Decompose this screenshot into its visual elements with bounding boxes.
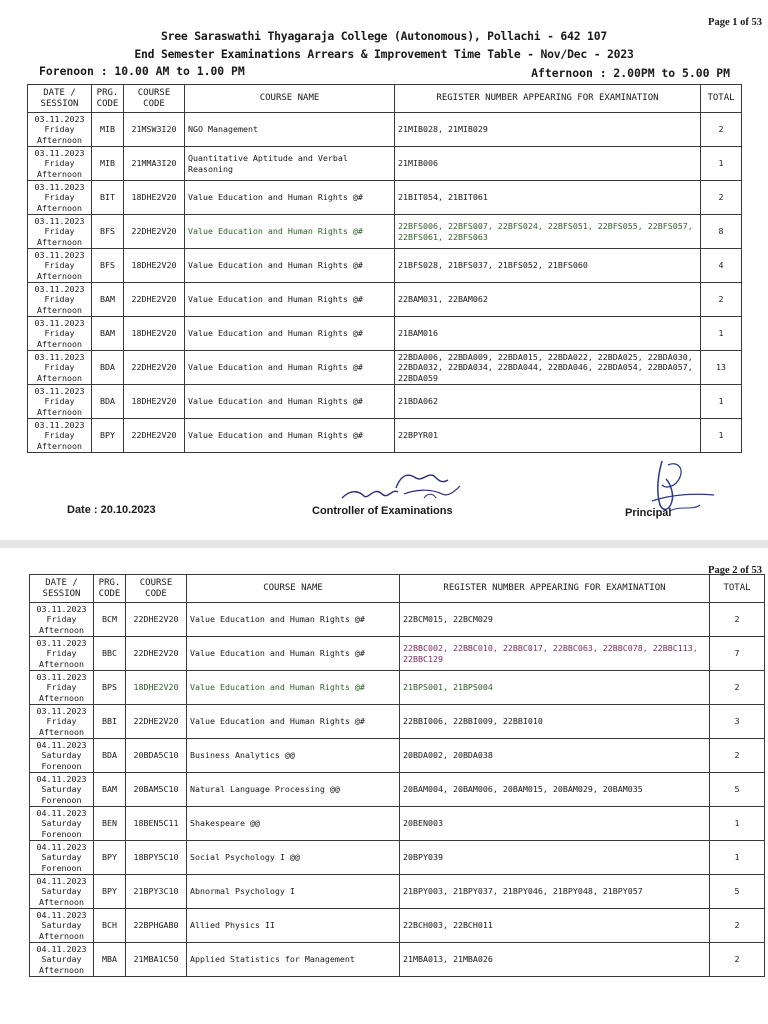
- table-row: [28, 249, 742, 283]
- register-numbers-cell: 21MIB028, 21MIB029: [395, 113, 701, 147]
- register-numbers-cell: 21BDA062: [395, 385, 701, 419]
- course-code-cell: 21MMA3I20: [124, 147, 185, 181]
- prg-code-cell: BCM: [94, 603, 126, 637]
- register-numbers-cell: 20BAM004, 20BAM006, 20BAM015, 20BAM029, 20BAM035: [400, 773, 710, 807]
- course-name-cell: Value Education and Human Rights @#: [185, 283, 395, 317]
- table-row: [28, 351, 742, 385]
- course-name-cell: Social Psychology I @@: [187, 841, 400, 875]
- total-cell: 8: [701, 215, 742, 249]
- course-code-cell: 20BDA5C10: [126, 739, 187, 773]
- controller-of-examinations-label: Controller of Examinations: [312, 505, 453, 517]
- total-cell: 1: [710, 841, 765, 875]
- register-numbers-cell: 22BDA006, 22BDA009, 22BDA015, 22BDA022, 22BDA025, 22BDA030, 22BDA032, 22BDA034, 22BDA044, 22BDA046, 22BDA054, 22BDA057, 22BDA059: [395, 351, 701, 385]
- prg-code-cell: BEN: [94, 807, 126, 841]
- total-cell: 7: [710, 637, 765, 671]
- course-code-cell: 18BEN5C11: [126, 807, 187, 841]
- register-numbers-cell: 22BBI006, 22BBI009, 22BBI010: [400, 705, 710, 739]
- prg-code-cell: BPY: [92, 419, 124, 453]
- table-row: [28, 385, 742, 419]
- prg-code-cell: MBA: [94, 943, 126, 977]
- total-cell: 5: [710, 875, 765, 909]
- forenoon-timing: Forenoon : 10.00 AM to 1.00 PM: [39, 64, 245, 78]
- register-numbers-cell: 21MBA013, 21MBA026: [400, 943, 710, 977]
- total-cell: 1: [701, 147, 742, 181]
- date-session-cell: 04.11.2023 Saturday Afternoon: [30, 943, 94, 977]
- course-name-cell: Value Education and Human Rights @#: [187, 671, 400, 705]
- table-row: [30, 705, 765, 739]
- date-session-cell: 04.11.2023 Saturday Forenoon: [30, 841, 94, 875]
- course-name-cell: Value Education and Human Rights @#: [185, 351, 395, 385]
- header-date-session: DATE / SESSION: [28, 85, 92, 113]
- course-name-cell: Value Education and Human Rights @#: [185, 249, 395, 283]
- course-code-cell: 22DHE2V20: [124, 215, 185, 249]
- header-course-name: COURSE NAME: [187, 575, 400, 603]
- register-numbers-cell: 20BPY039: [400, 841, 710, 875]
- table-row: [28, 419, 742, 453]
- course-code-cell: 18BPY5C10: [126, 841, 187, 875]
- register-numbers-cell: 21BIT054, 21BIT061: [395, 181, 701, 215]
- prg-code-cell: BBC: [94, 637, 126, 671]
- register-numbers-cell: 22BCM015, 22BCM029: [400, 603, 710, 637]
- date-session-cell: 04.11.2023 Saturday Forenoon: [30, 807, 94, 841]
- header-course-code: COURSE CODE: [126, 575, 187, 603]
- header-prg-code: PRG. CODE: [94, 575, 126, 603]
- register-numbers-text: 22BBC002, 22BBC010, 22BBC017, 22BBC063, 22BBC078, 22BBC113, 22BBC129: [403, 642, 698, 664]
- table-row: [28, 215, 742, 249]
- total-cell: 1: [701, 385, 742, 419]
- header-course-name: COURSE NAME: [185, 85, 395, 113]
- date-session-cell: 03.11.2023 Friday Afternoon: [28, 385, 92, 419]
- date-session-cell: 03.11.2023 Friday Afternoon: [28, 317, 92, 351]
- register-numbers-cell: 21BPS001, 21BPS004: [400, 671, 710, 705]
- total-cell: 1: [710, 807, 765, 841]
- register-numbers-cell: 21BFS028, 21BFS037, 21BFS052, 21BFS060: [395, 249, 701, 283]
- course-code-cell: 22DHE2V20: [124, 283, 185, 317]
- course-name-cell: Shakespeare @@: [187, 807, 400, 841]
- table-row: [28, 283, 742, 317]
- course-name-cell: Value Education and Human Rights @#: [187, 603, 400, 637]
- course-name-cell: Value Education and Human Rights @#: [185, 385, 395, 419]
- course-name-cell: Abnormal Psychology I: [187, 875, 400, 909]
- course-name-cell: Allied Physics II: [187, 909, 400, 943]
- date-session-cell: 03.11.2023 Friday Afternoon: [30, 671, 94, 705]
- prg-code-cell: BCH: [94, 909, 126, 943]
- total-cell: 2: [710, 943, 765, 977]
- course-name-cell: Value Education and Human Rights @#: [187, 637, 400, 671]
- date-session-cell: 03.11.2023 Friday Afternoon: [30, 705, 94, 739]
- timetable-page-2: [0, 548, 768, 1024]
- course-name-cell: Value Education and Human Rights @#: [187, 705, 400, 739]
- table-row: [28, 317, 742, 351]
- afternoon-timing: Afternoon : 2.00PM to 5.00 PM: [531, 66, 730, 80]
- table-header-row: [30, 575, 765, 603]
- college-title: Sree Saraswathi Thyagaraja College (Autonomous), Pollachi - 642 107: [160, 29, 608, 43]
- page-separator: [0, 540, 768, 548]
- register-numbers-cell: 20BDA002, 20BDA038: [400, 739, 710, 773]
- total-cell: 2: [701, 181, 742, 215]
- course-name-cell: Value Education and Human Rights @#: [185, 215, 395, 249]
- course-code-cell: 18DHE2V20: [126, 671, 187, 705]
- prg-code-cell: BBI: [94, 705, 126, 739]
- prg-code-cell: BAM: [94, 773, 126, 807]
- date-session-cell: 04.11.2023 Saturday Afternoon: [30, 875, 94, 909]
- total-cell: 3: [710, 705, 765, 739]
- total-cell: 2: [701, 113, 742, 147]
- table-row: [30, 739, 765, 773]
- prg-code-cell: BAM: [92, 283, 124, 317]
- date-session-cell: 03.11.2023 Friday Afternoon: [30, 603, 94, 637]
- timetable-subtitle: End Semester Examinations Arrears & Improvement Time Table - Nov/Dec - 2023: [134, 47, 634, 61]
- course-name-cell: Value Education and Human Rights @#: [185, 419, 395, 453]
- date-session-cell: 03.11.2023 Friday Afternoon: [28, 249, 92, 283]
- register-numbers-cell: 22BFS006, 22BFS007, 22BFS024, 22BFS051, 22BFS055, 22BFS057, 22BFS061, 22BFS063: [395, 215, 701, 249]
- total-cell: 2: [710, 603, 765, 637]
- course-name-cell: Value Education and Human Rights @#: [185, 181, 395, 215]
- course-code-cell: 22DHE2V20: [126, 637, 187, 671]
- table-row: [30, 943, 765, 977]
- table-row: [30, 807, 765, 841]
- total-cell: 1: [701, 419, 742, 453]
- register-numbers-cell: 21MIB006: [395, 147, 701, 181]
- total-cell: 13: [701, 351, 742, 385]
- register-numbers-cell: [400, 637, 710, 671]
- exam-timetable: [29, 574, 765, 977]
- header-course-code: COURSE CODE: [124, 85, 185, 113]
- date-session-cell: 03.11.2023 Friday Afternoon: [28, 351, 92, 385]
- course-code-cell: 22DHE2V20: [126, 705, 187, 739]
- total-cell: 5: [710, 773, 765, 807]
- date-session-cell: 04.11.2023 Saturday Forenoon: [30, 773, 94, 807]
- table-row: [28, 181, 742, 215]
- prg-code-cell: BPY: [94, 875, 126, 909]
- course-code-cell: 20BAM5C10: [126, 773, 187, 807]
- course-name-cell: Business Analytics @@: [187, 739, 400, 773]
- total-cell: 2: [710, 909, 765, 943]
- course-name-cell: Quantitative Aptitude and Verbal Reasoning: [185, 147, 395, 181]
- table-row: [30, 671, 765, 705]
- prg-code-cell: BPY: [94, 841, 126, 875]
- prg-code-cell: MIB: [92, 113, 124, 147]
- date-session-cell: 03.11.2023 Friday Afternoon: [28, 147, 92, 181]
- course-name-cell: Natural Language Processing @@: [187, 773, 400, 807]
- total-cell: 2: [710, 671, 765, 705]
- course-code-cell: 18DHE2V20: [124, 317, 185, 351]
- exam-timetable: [27, 84, 742, 453]
- register-numbers-cell: 22BAM031, 22BAM062: [395, 283, 701, 317]
- issue-date: Date : 20.10.2023: [67, 504, 156, 516]
- register-numbers-cell: 21BAM016: [395, 317, 701, 351]
- page-number: Page 1 of 53: [708, 17, 762, 28]
- date-session-cell: 03.11.2023 Friday Afternoon: [28, 419, 92, 453]
- prg-code-cell: MIB: [92, 147, 124, 181]
- date-session-cell: 03.11.2023 Friday Afternoon: [30, 637, 94, 671]
- prg-code-cell: BFS: [92, 249, 124, 283]
- prg-code-cell: BIT: [92, 181, 124, 215]
- course-code-cell: 22DHE2V20: [124, 419, 185, 453]
- table-row: [28, 113, 742, 147]
- register-numbers-cell: 20BEN003: [400, 807, 710, 841]
- header-date-session: DATE / SESSION: [30, 575, 94, 603]
- course-code-cell: 21BPY3C10: [126, 875, 187, 909]
- prg-code-cell: BDA: [94, 739, 126, 773]
- table-row: [30, 841, 765, 875]
- date-session-cell: 03.11.2023 Friday Afternoon: [28, 113, 92, 147]
- total-cell: 4: [701, 249, 742, 283]
- course-code-cell: 22DHE2V20: [126, 603, 187, 637]
- date-session-cell: 03.11.2023 Friday Afternoon: [28, 181, 92, 215]
- prg-code-cell: BAM: [92, 317, 124, 351]
- register-numbers-cell: 21BPY003, 21BPY037, 21BPY046, 21BPY048, 21BPY057: [400, 875, 710, 909]
- course-code-cell: 18DHE2V20: [124, 249, 185, 283]
- page-number: Page 2 of 53: [708, 565, 762, 576]
- total-cell: 2: [701, 283, 742, 317]
- table-header-row: [28, 85, 742, 113]
- course-code-cell: 21MSW3I20: [124, 113, 185, 147]
- principal-label: Principal: [625, 507, 672, 519]
- table-row: [30, 909, 765, 943]
- controller-signature: [338, 464, 468, 506]
- table-row: [30, 773, 765, 807]
- course-name-cell: Value Education and Human Rights @#: [185, 317, 395, 351]
- prg-code-cell: BFS: [92, 215, 124, 249]
- date-session-cell: 04.11.2023 Saturday Forenoon: [30, 739, 94, 773]
- course-name-cell: Applied Statistics for Management: [187, 943, 400, 977]
- course-code-cell: 21MBA1C50: [126, 943, 187, 977]
- table-row: [30, 603, 765, 637]
- course-code-cell: 18DHE2V20: [124, 181, 185, 215]
- header-total: TOTAL: [710, 575, 765, 603]
- table-row: [28, 147, 742, 181]
- prg-code-cell: BDA: [92, 385, 124, 419]
- course-code-cell: 22DHE2V20: [124, 351, 185, 385]
- header-total: TOTAL: [701, 85, 742, 113]
- date-session-cell: 03.11.2023 Friday Afternoon: [28, 283, 92, 317]
- course-name-cell: NGO Management: [185, 113, 395, 147]
- prg-code-cell: BPS: [94, 671, 126, 705]
- header-register-numbers: REGISTER NUMBER APPEARING FOR EXAMINATION: [395, 85, 701, 113]
- total-cell: 1: [701, 317, 742, 351]
- register-numbers-cell: 22BCH003, 22BCH011: [400, 909, 710, 943]
- total-cell: 2: [710, 739, 765, 773]
- register-numbers-cell: 22BPYR01: [395, 419, 701, 453]
- course-code-cell: 18DHE2V20: [124, 385, 185, 419]
- table-row: [30, 875, 765, 909]
- header-prg-code: PRG. CODE: [92, 85, 124, 113]
- date-session-cell: 04.11.2023 Saturday Afternoon: [30, 909, 94, 943]
- course-code-cell: 22BPHGAB0: [126, 909, 187, 943]
- prg-code-cell: BDA: [92, 351, 124, 385]
- date-session-cell: 03.11.2023 Friday Afternoon: [28, 215, 92, 249]
- header-register-numbers: REGISTER NUMBER APPEARING FOR EXAMINATION: [400, 575, 710, 603]
- table-row: [30, 637, 765, 671]
